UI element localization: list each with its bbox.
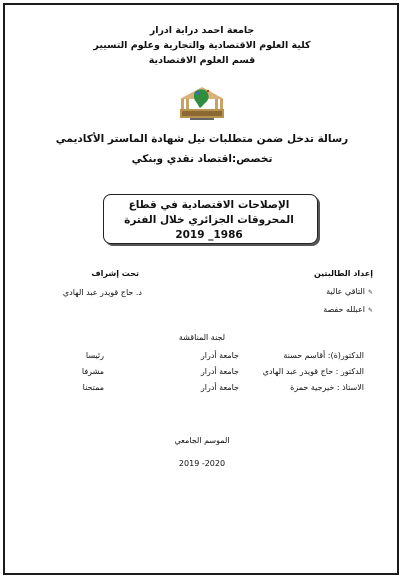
student-name-2: ✎اعبلله حفصة — [323, 305, 373, 314]
thesis-specialty: تخصص:اقتصاد نقدي وبنكي — [131, 153, 273, 165]
faculty-name: كلية العلوم الاقتصادية والتجارية وعلوم التسيير — [93, 40, 311, 51]
committee-label: لجنة المناقشة — [178, 333, 226, 342]
committee-member-role: رئيسا — [85, 351, 104, 360]
committee-member-name: الدكتور(ة): أقاسم حسنة — [283, 351, 364, 360]
thesis-title: الإصلاحات الاقتصادية في قطاع المحروقات الجزائري خلال الفترة 1986_ 2019 — [124, 199, 294, 241]
committee-member-role: ممتحنا — [82, 383, 104, 392]
committee-member-university: جامعة أدرار — [200, 383, 239, 392]
committee-member-university: جامعة أدرار — [200, 367, 239, 376]
supervisor-label: تحت إشراف — [91, 269, 139, 278]
bullet-icon: ✎ — [367, 289, 373, 296]
committee-member-name: الاستاذ : خيرجية حمزة — [290, 383, 364, 392]
committee-member-university: جامعة أدرار — [200, 351, 239, 360]
committee-member-name: الدكتور : حاج قويدر عبد الهادي — [262, 367, 364, 376]
department-name: قسم العلوم الاقتصادية — [148, 55, 256, 66]
thesis-purpose: رسالة تدخل ضمن متطلبات نيل شهادة الماستر الأكاديمي — [55, 133, 349, 145]
university-logo-icon — [174, 82, 230, 122]
student-name-1: ✎التاقي عالية — [326, 287, 373, 296]
bullet-icon: ✎ — [367, 307, 373, 314]
supervisor-name: د. حاج قويدر عبد الهادي — [62, 288, 142, 297]
students-label: إعداد الطالبتين — [313, 269, 373, 278]
season-label: الموسم الجامعي — [174, 436, 230, 445]
committee-member-role: مشرفا — [81, 367, 104, 376]
season-years: 2019 -2020 — [178, 459, 226, 468]
university-name: جامعة احمد دراية ادرار — [149, 25, 255, 36]
